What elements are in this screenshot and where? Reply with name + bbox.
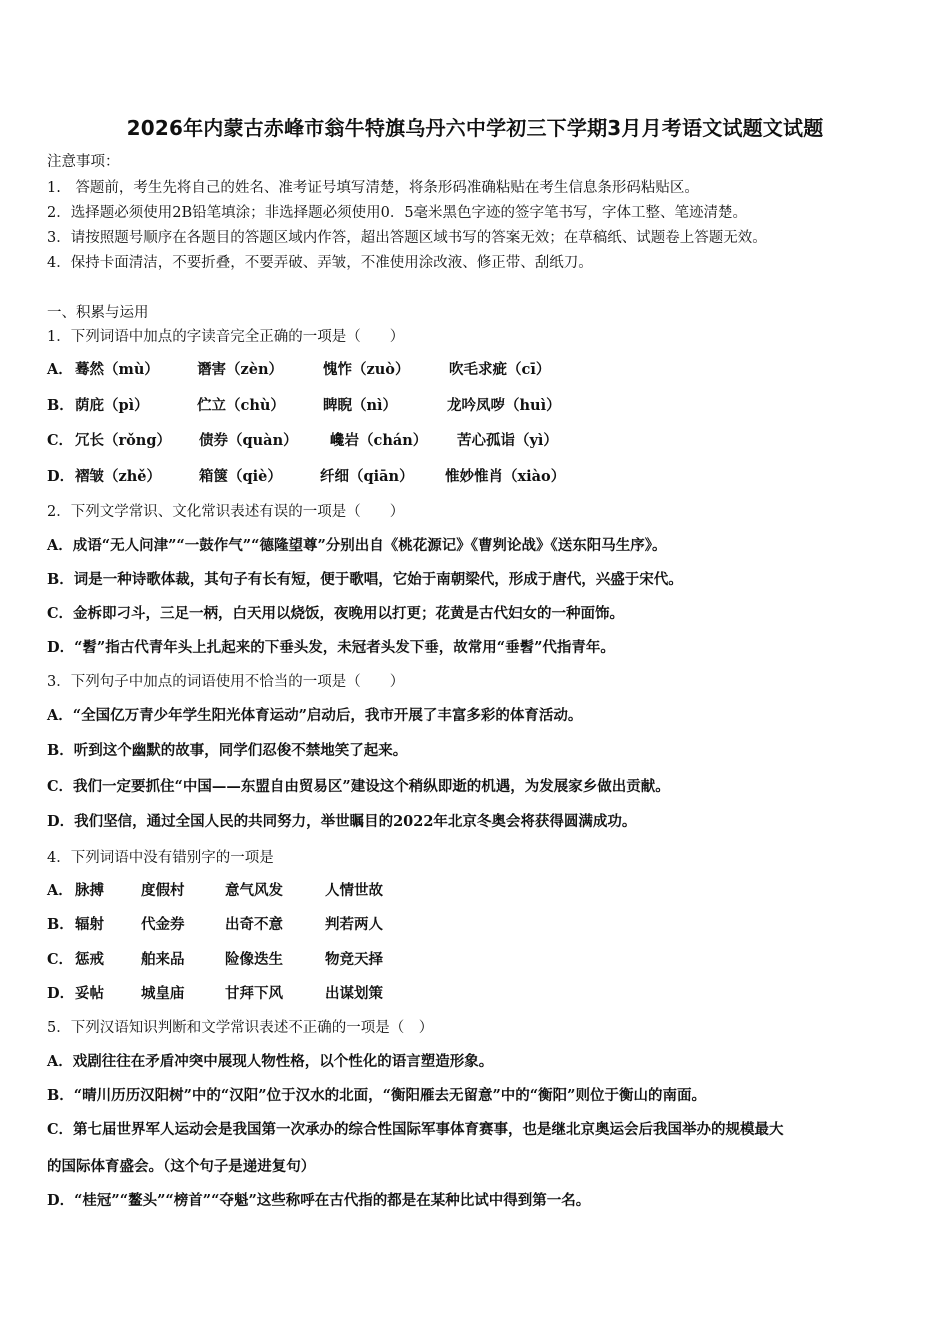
section-heading: 一、积累与运用 xyxy=(47,305,149,321)
q5-option-a: A．戏剧往往在矛盾冲突中展现人物性格，以个性化的语言塑造形象。 xyxy=(47,1053,494,1070)
option-word: 荫庇（pì） xyxy=(75,397,149,414)
option-word: 险像迭生 xyxy=(225,951,283,968)
q5-option-d: D．“桂冠”“鳌头”“榜首”“夺魁”这些称呼在古代指的都是在某种比试中得到第一名。 xyxy=(47,1192,591,1209)
q5-option-b: B．“晴川历历汉阳树”中的“汉阳”位于汉水的北面，“衡阳雁去无留意”中的“衡阳”则位于衡山的南面。 xyxy=(47,1087,706,1104)
option-word: 惟妙惟肖（xiào） xyxy=(445,468,566,485)
notice-item: 1. 答题前，考生先将自己的姓名、准考证号填写清楚，将条形码准确粘贴在考生信息条形码粘贴区。 xyxy=(47,180,699,196)
option-word: 褶皱（zhě） xyxy=(75,468,162,485)
option-word: 妥帖 xyxy=(75,985,104,1002)
option-word: 债券（quàn） xyxy=(199,432,298,449)
q2-option-c: C．金柝即刁斗，三足一柄，白天用以烧饭，夜晚用以打更；花黄是古代妇女的一种面饰。 xyxy=(47,605,625,622)
option-label: B． xyxy=(47,397,74,414)
option-word: 出奇不意 xyxy=(225,916,283,933)
option-label: A． xyxy=(47,882,73,899)
option-word: 巉岩（chán） xyxy=(330,432,428,449)
notice-heading: 注意事项： xyxy=(47,154,120,170)
option-word: 代金券 xyxy=(141,916,185,933)
q2-option-d: D．“髫”指古代青年头上扎起来的下垂头发，未冠者头发下垂，故常用“垂髫”代指青年。 xyxy=(47,639,615,656)
notice-item: 4．保持卡面清洁，不要折叠，不要弄破、弄皱，不准使用涂改液、修正带、刮纸刀。 xyxy=(47,255,593,271)
q3-option-a: A．“全国亿万青少年学生阳光体育运动”启动后，我市开展了丰富多彩的体育活动。 xyxy=(47,707,583,724)
notice-item: 2．选择题必须使用2B铅笔填涂；非选择题必须使用0．5毫米黑色字迹的签字笔书写，字体工整、笔迹清楚。 xyxy=(47,205,748,221)
q5-option-c-continued: 的国际体育盛会。（这个句子是递进复句） xyxy=(47,1158,316,1175)
option-label: B． xyxy=(47,916,74,933)
q3-option-b: B．听到这个幽默的故事，同学们忍俊不禁地笑了起来。 xyxy=(47,742,408,759)
question-1-stem: 1．下列词语中加点的字读音完全正确的一项是（ ） xyxy=(47,329,405,345)
q2-option-b: B．词是一种诗歌体裁，其句子有长有短，便于歌唱，它始于南朝梁代，形成于唐代，兴盛于宋代。 xyxy=(47,571,683,588)
option-word: 辐射 xyxy=(75,916,104,933)
option-word: 伫立（chù） xyxy=(197,397,285,414)
option-word: 人情世故 xyxy=(325,882,383,899)
option-word: 吹毛求疵（cī） xyxy=(449,361,551,378)
option-word: 惩戒 xyxy=(75,951,104,968)
option-word: 物竞天择 xyxy=(325,951,383,968)
option-word: 甘拜下风 xyxy=(225,985,283,1002)
option-label: A． xyxy=(47,361,73,378)
option-word: 出谋划策 xyxy=(325,985,383,1002)
option-label: C． xyxy=(47,951,74,968)
option-label: D． xyxy=(47,468,75,485)
option-word: 箱箧（qiè） xyxy=(199,468,282,485)
q5-option-c: C．第七届世界军人运动会是我国第一次承办的综合性国际军事体育赛事，也是继北京奥运会后我国举办的规模最大 xyxy=(47,1121,784,1138)
option-word: 睥睨（nì） xyxy=(323,397,398,414)
page-title: 2026年内蒙古赤峰市翁牛特旗乌丹六中学初三下学期3月月考语文试题文试题 xyxy=(126,116,824,140)
option-word: 脉搏 xyxy=(75,882,104,899)
q3-option-c: C．我们一定要抓住“中国——东盟自由贸易区”建设这个稍纵即逝的机遇，为发展家乡做出贡献。 xyxy=(47,778,670,795)
option-word: 谮害（zèn） xyxy=(197,361,284,378)
option-word: 龙吟凤哕（huì） xyxy=(447,397,561,414)
option-word: 愧怍（zuò） xyxy=(323,361,410,378)
option-word: 冗长（rǒng） xyxy=(75,432,171,449)
option-word: 判若两人 xyxy=(325,916,383,933)
option-word: 苦心孤诣（yì） xyxy=(457,432,558,449)
option-word: 城皇庙 xyxy=(141,985,185,1002)
question-3-stem: 3．下列句子中加点的词语使用不恰当的一项是（ ） xyxy=(47,674,405,690)
q3-option-d: D．我们坚信，通过全国人民的共同努力，举世瞩目的2022年北京冬奥会将获得圆满成功。 xyxy=(47,813,637,830)
notice-item: 3．请按照题号顺序在各题目的答题区域内作答，超出答题区域书写的答案无效；在草稿纸、试题卷上答题无效。 xyxy=(47,230,767,246)
option-word: 纤细（qiān） xyxy=(320,468,414,485)
question-2-stem: 2．下列文学常识、文化常识表述有误的一项是（ ） xyxy=(47,504,405,520)
option-label: C． xyxy=(47,432,74,449)
question-5-stem: 5．下列汉语知识判断和文学常识表述不正确的一项是（ ） xyxy=(47,1020,434,1036)
option-word: 舶来品 xyxy=(141,951,185,968)
q2-option-a: A．成语“无人问津”“一鼓作气”“德隆望尊”分别出自《桃花源记》《曹刿论战》《送东阳马生序》。 xyxy=(47,537,667,554)
option-word: 意气风发 xyxy=(225,882,283,899)
option-word: 蓦然（mù） xyxy=(75,361,159,378)
option-label: D． xyxy=(47,985,75,1002)
question-4-stem: 4．下列词语中没有错别字的一项是 xyxy=(47,850,274,866)
option-word: 度假村 xyxy=(141,882,185,899)
